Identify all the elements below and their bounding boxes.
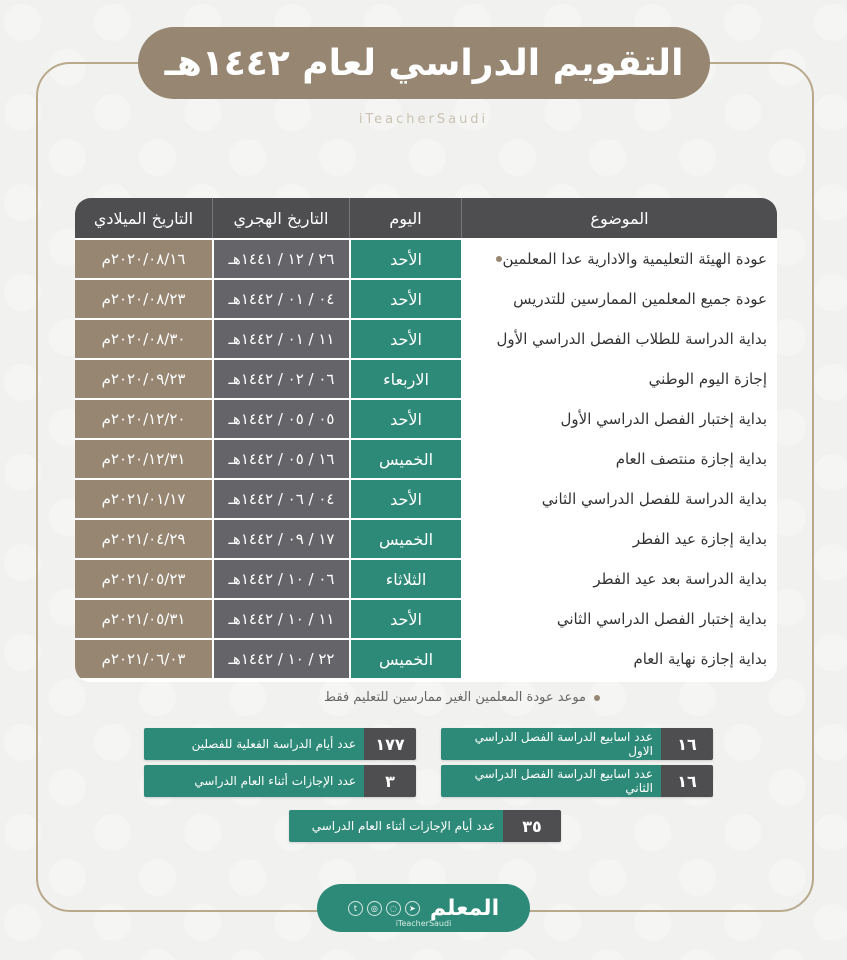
table-row bbox=[75, 398, 777, 438]
cell-subject-text: إجازة اليوم الوطني bbox=[648, 370, 767, 388]
stat-label: عدد اسابيع الدراسة الفصل الدراسي الثاني bbox=[441, 765, 661, 797]
cell-subject bbox=[461, 400, 777, 438]
stat-label: عدد اسابيع الدراسة الفصل الدراسي الاول bbox=[441, 728, 661, 760]
cell-subject-text: بداية إجازة نهاية العام bbox=[633, 650, 767, 668]
stat-value: ١٦ bbox=[661, 728, 713, 760]
instagram-icon: ◎ bbox=[367, 901, 382, 916]
cell-gregorian bbox=[75, 320, 212, 358]
header-day: اليوم bbox=[349, 198, 461, 238]
table-row bbox=[75, 638, 777, 678]
cell-gregorian-text: ٢٠٢١/٠٥/٢٣م bbox=[101, 570, 186, 588]
cell-hijri bbox=[212, 640, 349, 678]
social-icons bbox=[348, 901, 420, 916]
cell-day bbox=[349, 400, 461, 438]
cell-hijri-text: ٠٤ / ٠٦ / ١٤٤٢هـ bbox=[228, 490, 335, 508]
table-row bbox=[75, 318, 777, 358]
cell-gregorian bbox=[75, 400, 212, 438]
cell-gregorian bbox=[75, 440, 212, 478]
cell-gregorian bbox=[75, 560, 212, 598]
cell-subject bbox=[461, 640, 777, 678]
stat-days-actual bbox=[144, 728, 416, 760]
cell-gregorian-text: ٢٠٢٠/٠٨/١٦م bbox=[101, 250, 186, 268]
cell-hijri-text: ١١ / ٠١ / ١٤٤٢هـ bbox=[228, 330, 335, 348]
stat-weeks-term1 bbox=[441, 728, 713, 760]
cell-day-text: الخميس bbox=[378, 449, 434, 469]
cell-gregorian-text: ٢٠٢٠/٠٨/٣٠م bbox=[101, 330, 186, 348]
cell-gregorian bbox=[75, 520, 212, 558]
stat-value: ٣ bbox=[364, 765, 416, 797]
footnote bbox=[240, 690, 600, 705]
cell-gregorian-text: ٢٠٢٠/١٢/٢٠م bbox=[101, 410, 186, 428]
table-row bbox=[75, 278, 777, 318]
cell-hijri bbox=[212, 480, 349, 518]
twitter-icon: t bbox=[348, 901, 363, 916]
cell-hijri bbox=[212, 400, 349, 438]
telegram-icon: ➤ bbox=[405, 901, 420, 916]
cell-gregorian-text: ٢٠٢٠/٠٨/٢٣م bbox=[101, 290, 186, 308]
cell-subject-text: بداية الدراسة للفصل الدراسي الثاني bbox=[541, 490, 767, 508]
cell-gregorian-text: ٢٠٢١/٠٦/٠٣م bbox=[101, 650, 186, 668]
table-row bbox=[75, 558, 777, 598]
cell-day bbox=[349, 280, 461, 318]
cell-subject-text: بداية الدراسة بعد عيد الفطر bbox=[593, 570, 767, 588]
watermark-text: iTeacherSaudi bbox=[358, 112, 489, 127]
cell-hijri-text: ٢٦ / ١٢ / ١٤٤١هـ bbox=[228, 250, 335, 268]
cell-day bbox=[349, 440, 461, 478]
cell-hijri bbox=[212, 600, 349, 638]
cell-day-text: الثلاثاء bbox=[385, 569, 427, 589]
cell-subject bbox=[461, 440, 777, 478]
cell-day-text: الأحد bbox=[390, 489, 422, 509]
cell-day-text: الخميس bbox=[378, 529, 434, 549]
cell-gregorian bbox=[75, 640, 212, 678]
cell-gregorian-text: ٢٠٢١/٠٥/٣١م bbox=[101, 610, 186, 628]
cell-hijri-text: ٠٤ / ٠١ / ١٤٤٢هـ bbox=[228, 290, 335, 308]
cell-day-text: الاربعاء bbox=[383, 369, 429, 389]
cell-hijri-text: ٠٦ / ١٠ / ١٤٤٢هـ bbox=[228, 570, 335, 588]
stat-holidays-count bbox=[144, 765, 416, 797]
cell-hijri-text: ٢٢ / ١٠ / ١٤٤٢هـ bbox=[228, 650, 335, 668]
cell-subject-text: بداية إختبار الفصل الدراسي الأول bbox=[560, 410, 767, 428]
stat-value: ٣٥ bbox=[503, 810, 561, 842]
header-gregorian: التاريخ الميلادي bbox=[93, 208, 194, 228]
header-hijri: التاريخ الهجري bbox=[212, 198, 349, 238]
cell-gregorian bbox=[75, 480, 212, 518]
table-header bbox=[75, 198, 777, 238]
cell-subject-text: عودة الهيئة التعليمية والادارية عدا المعلمين bbox=[502, 250, 767, 268]
bullet-icon bbox=[594, 695, 600, 701]
cell-day-text: الأحد bbox=[390, 329, 422, 349]
cell-hijri-text: ٠٥ / ٠٥ / ١٤٤٢هـ bbox=[228, 410, 335, 428]
cell-hijri bbox=[212, 440, 349, 478]
cell-day-text: الخميس bbox=[378, 649, 434, 669]
cell-day bbox=[349, 600, 461, 638]
table-row bbox=[75, 478, 777, 518]
title-banner bbox=[138, 27, 710, 99]
cell-hijri bbox=[212, 520, 349, 558]
cell-gregorian bbox=[75, 360, 212, 398]
cell-hijri bbox=[212, 560, 349, 598]
cell-gregorian-text: ٢٠٢١/٠٤/٢٩م bbox=[101, 530, 186, 548]
cell-day-text: الأحد bbox=[390, 609, 422, 629]
stat-holiday-days bbox=[289, 810, 561, 842]
cell-day-text: الأحد bbox=[390, 289, 422, 309]
cell-subject-text: بداية الدراسة للطلاب الفصل الدراسي الأول bbox=[496, 330, 767, 348]
cell-day bbox=[349, 560, 461, 598]
table-row bbox=[75, 518, 777, 558]
cell-day bbox=[349, 320, 461, 358]
cell-gregorian-text: ٢٠٢٠/١٢/٣١م bbox=[101, 450, 186, 468]
page-title: التقويم الدراسي لعام ١٤٤٢هـ bbox=[164, 42, 684, 84]
cell-hijri bbox=[212, 280, 349, 318]
cell-day-text: الأحد bbox=[390, 409, 422, 429]
stat-label: عدد الإجازات أثناء العام الدراسي bbox=[144, 765, 364, 797]
cell-day bbox=[349, 240, 461, 278]
stat-value: ١٦ bbox=[661, 765, 713, 797]
cell-hijri-text: ٠٦ / ٠٢ / ١٤٤٢هـ bbox=[228, 370, 335, 388]
cell-hijri-text: ١٧ / ٠٩ / ١٤٤٢هـ bbox=[228, 530, 335, 548]
calendar-table bbox=[75, 198, 777, 682]
cell-gregorian bbox=[75, 280, 212, 318]
logo-site: iTeacherSaudi bbox=[395, 919, 452, 928]
stat-label: عدد أيام الدراسة الفعلية للفصلين bbox=[144, 728, 364, 760]
cell-gregorian-text: ٢٠٢٠/٠٩/٢٣م bbox=[101, 370, 186, 388]
cell-day bbox=[349, 480, 461, 518]
cell-subject bbox=[461, 360, 777, 398]
cell-day bbox=[349, 640, 461, 678]
cell-gregorian bbox=[75, 600, 212, 638]
stat-label: عدد أيام الإجازات أثناء العام الدراسي bbox=[289, 810, 503, 842]
table-row bbox=[75, 438, 777, 478]
cell-subject-text: بداية إختبار الفصل الدراسي الثاني bbox=[556, 610, 767, 628]
cell-day bbox=[349, 520, 461, 558]
logo-word: المعلم bbox=[429, 895, 500, 921]
cell-hijri bbox=[212, 360, 349, 398]
cell-subject-text: بداية إجازة منتصف العام bbox=[615, 450, 767, 468]
cell-subject bbox=[461, 480, 777, 518]
cell-subject-text: بداية إجازة عيد الفطر bbox=[632, 530, 767, 548]
cell-subject bbox=[461, 280, 777, 318]
cell-subject-text: عودة جميع المعلمين الممارسين للتدريس bbox=[513, 290, 767, 308]
stat-weeks-term2 bbox=[441, 765, 713, 797]
table-row bbox=[75, 598, 777, 638]
stat-value: ١٧٧ bbox=[364, 728, 416, 760]
cell-hijri-text: ١٦ / ٠٥ / ١٤٤٢هـ bbox=[228, 450, 335, 468]
cell-gregorian-text: ٢٠٢١/٠١/١٧م bbox=[101, 490, 186, 508]
cell-gregorian bbox=[75, 240, 212, 278]
header-subject: الموضوع bbox=[461, 198, 777, 238]
cell-subject bbox=[461, 320, 777, 358]
cell-subject bbox=[461, 560, 777, 598]
footnote-text: موعد عودة المعلمين الغير ممارسين للتعليم فقط bbox=[324, 690, 586, 705]
cell-hijri-text: ١١ / ١٠ / ١٤٤٢هـ bbox=[228, 610, 335, 628]
cell-day-text: الأحد bbox=[390, 249, 422, 269]
cell-subject bbox=[461, 600, 777, 638]
cell-hijri bbox=[212, 240, 349, 278]
cell-day bbox=[349, 360, 461, 398]
cell-hijri bbox=[212, 320, 349, 358]
table-row bbox=[75, 238, 777, 278]
table-row bbox=[75, 358, 777, 398]
snapchat-icon: ◌ bbox=[386, 901, 401, 916]
cell-subject bbox=[461, 520, 777, 558]
table-body bbox=[75, 238, 777, 678]
brand-logo bbox=[317, 884, 530, 932]
cell-subject bbox=[461, 240, 777, 278]
